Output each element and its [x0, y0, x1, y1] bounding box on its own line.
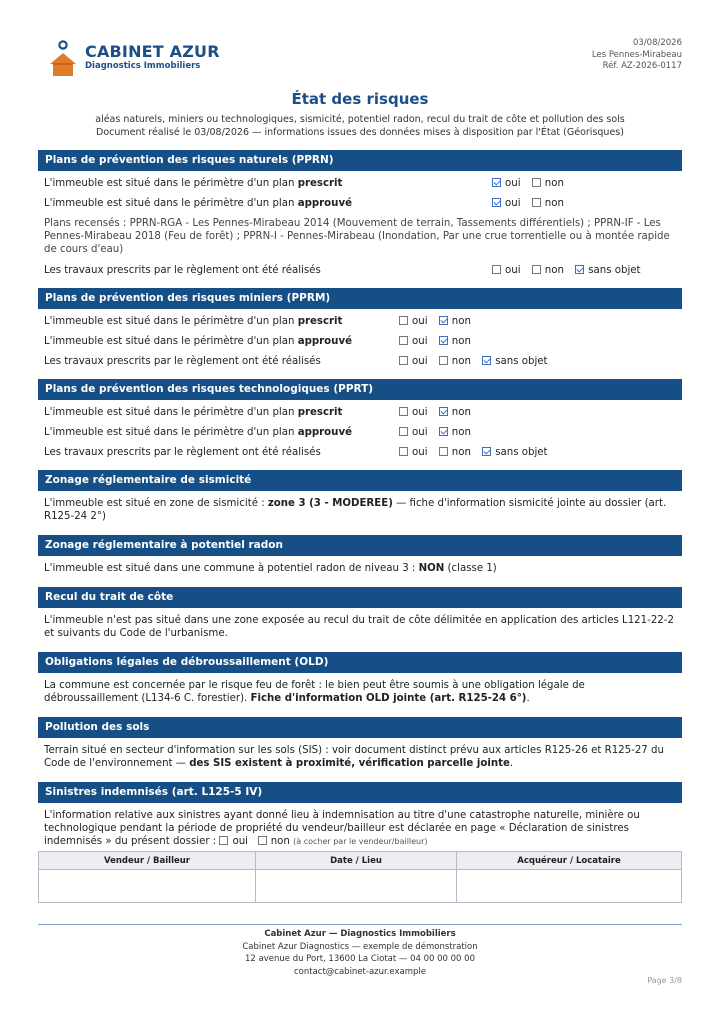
option-label: non — [451, 316, 471, 327]
checkbox-oui-checked[interactable] — [492, 198, 501, 207]
checkbox-sans-objet-checked[interactable] — [575, 265, 584, 274]
row-label-bold: approuvé — [297, 198, 352, 209]
checkbox-sinistres-non[interactable] — [258, 836, 267, 845]
pprt-prescrit-row — [38, 403, 682, 423]
option-label: non — [451, 356, 471, 367]
row-label-bold: approuvé — [297, 427, 352, 438]
option-label: sans objet — [588, 265, 641, 276]
row-label: L'immeuble est situé dans le périmètre d'un plan — [44, 427, 298, 438]
section-pollution — [38, 717, 682, 775]
option-label: non — [544, 265, 564, 276]
row-label: L'immeuble est situé dans le périmètre d'un plan — [44, 316, 298, 327]
pprt-approuve-options — [399, 423, 479, 443]
pollution-bold-text: des SIS existent à proximité, vérification parcelle jointe — [189, 758, 510, 769]
checkbox-non[interactable] — [532, 178, 541, 187]
old-bold-text: Fiche d'information OLD jointe (art. R125-24 6°) — [250, 693, 527, 704]
text-part: — fiche d'information sismicité jointe au dossier (art. R125-24 2°) — [44, 498, 667, 522]
checkbox-oui[interactable] — [492, 265, 501, 274]
page-number: Page 3/8 — [647, 976, 682, 985]
option-label: oui — [505, 265, 521, 276]
footer-note: Cabinet Azur Diagnostics — exemple de démonstration — [242, 941, 478, 952]
sinistres-note: (à cocher par le vendeur/bailleur) — [293, 837, 428, 846]
footer-address: 12 avenue du Port, 13600 La Ciotat — 04 00 00 00 00 — [245, 954, 475, 964]
row-label: L'immeuble est situé dans le périmètre d'un plan — [44, 407, 298, 418]
option-label: non — [451, 447, 471, 458]
section-sinistres — [38, 782, 682, 853]
checkbox-oui-checked[interactable] — [492, 178, 501, 187]
checkbox-sinistres-oui[interactable] — [219, 836, 228, 845]
text-part: La commune est concernée par le risque feu de forêt : le bien peut être soumis à une obligation légale de débroussaillement (L134-6 C. forestier). — [44, 680, 585, 704]
section-heading: Plans de prévention des risques technologiques (PPRT) — [38, 379, 682, 400]
radon-text — [38, 559, 682, 580]
section-pprn — [38, 150, 682, 281]
pprn-travaux-row — [38, 261, 682, 281]
row-label: Les travaux prescrits par le règlement ont été réalisés — [44, 265, 321, 276]
footer-company: Cabinet Azur — Diagnostics Immobiliers — [264, 929, 456, 939]
option-label: oui — [412, 427, 428, 438]
radon-value: NON — [418, 563, 445, 574]
brand-subtitle: Diagnostics Immobiliers — [85, 61, 201, 71]
pprn-approuve-row — [38, 194, 682, 214]
checkbox-non-checked[interactable] — [439, 407, 448, 416]
page-footer — [0, 928, 720, 978]
option-label: oui — [505, 198, 521, 209]
checkbox-non[interactable] — [532, 198, 541, 207]
option-label: non — [451, 336, 471, 347]
footer-divider — [38, 924, 682, 925]
text-part: Terrain situé en secteur d'information sur les sols (SIS) : voir document distinct prévu aux articles R125-26 et R125-27 du Code de l'environnement — — [44, 745, 664, 769]
signature-table — [38, 851, 682, 903]
text-part: . — [509, 758, 514, 769]
option-label: oui — [412, 447, 428, 458]
pprn-approuve-options — [492, 194, 572, 214]
pprt-travaux-options — [399, 443, 556, 463]
pprt-travaux-row — [38, 443, 682, 463]
section-pprt — [38, 379, 682, 463]
text-part: (classe 1) — [444, 563, 497, 574]
text-part: L'immeuble est situé dans une commune à potentiel radon de niveau 3 : — [44, 563, 419, 574]
option-label: oui — [505, 178, 521, 189]
pprn-plans-list: Plans recensés : PPRN-RGA - Les Pennes-Mirabeau 2014 (Mouvement de terrain, Tassements différentiels) ; PPRN-IF - Les Pennes-Mirabeau 2018 (Feu de forêt) ; PPRN-I - Pennes-Mirabeau (Inondation, Par une crue torrentielle ou à montée rapide de cours d'eau) — [44, 218, 670, 255]
section-heading: Zonage réglementaire de sismicité — [38, 470, 682, 491]
section-radon — [38, 535, 682, 580]
checkbox-oui[interactable] — [399, 356, 408, 365]
page-title: État des risques — [291, 90, 429, 108]
checkbox-oui[interactable] — [399, 427, 408, 436]
row-label: Les travaux prescrits par le règlement ont été réalisés — [44, 447, 321, 458]
checkbox-non[interactable] — [439, 356, 448, 365]
subtitle-line-1: aléas naturels, miniers ou technologiques, sismicité, potentiel radon, recul du trait de côte et pollution des sols — [95, 114, 625, 125]
signature-cell-acquereur[interactable] — [457, 870, 682, 903]
pprn-prescrit-row — [38, 174, 682, 194]
row-label-bold: prescrit — [297, 178, 343, 189]
old-text — [38, 676, 682, 710]
brand-name: CABINET AZUR — [85, 42, 220, 61]
house-logo-icon — [48, 40, 78, 78]
option-label: sans objet — [495, 447, 548, 458]
text-part: . — [526, 693, 530, 704]
section-pprm — [38, 288, 682, 372]
subtitle-line-2: Document réalisé le 03/08/2026 — informations issues des données mises à disposition par l'État (Géorisques) — [96, 127, 624, 138]
section-heading: Obligations légales de débroussaillement (OLD) — [38, 652, 682, 673]
checkbox-sans-objet-checked[interactable] — [482, 356, 491, 365]
document-header — [38, 38, 682, 86]
checkbox-oui[interactable] — [399, 316, 408, 325]
checkbox-non-checked[interactable] — [439, 336, 448, 345]
pprn-prescrit-options — [492, 174, 572, 194]
row-label: L'immeuble est situé dans le périmètre d'un plan — [44, 336, 298, 347]
document-meta — [592, 38, 682, 73]
section-recul-trait-cote — [38, 587, 682, 645]
pprm-travaux-row — [38, 352, 682, 372]
document-city: Les Pennes-Mirabeau — [591, 49, 682, 60]
option-label: non — [451, 427, 471, 438]
section-heading: Recul du trait de côte — [38, 587, 682, 608]
section-heading: Plans de prévention des risques miniers (PPRM) — [38, 288, 682, 309]
recul-text: L'immeuble n'est pas situé dans une zone exposée au recul du trait de côte délimitée en application des articles L121-22-2 et suivants du Code de l'urbanisme. — [44, 615, 674, 639]
risk-sections — [38, 150, 682, 860]
option-label: oui — [412, 356, 428, 367]
option-label: oui — [412, 316, 428, 327]
checkbox-non-checked[interactable] — [439, 427, 448, 436]
signature-col-date: Date / Lieu — [256, 852, 457, 870]
checkbox-sans-objet-checked[interactable] — [482, 447, 491, 456]
checkbox-non[interactable] — [532, 265, 541, 274]
checkbox-oui[interactable] — [399, 447, 408, 456]
option-label: oui — [412, 407, 428, 418]
signature-col-vendeur: Vendeur / Bailleur — [39, 852, 256, 870]
pprm-prescrit-options — [399, 312, 479, 332]
signature-cell-date[interactable] — [256, 870, 457, 903]
pprm-travaux-options — [399, 352, 556, 372]
row-label: L'immeuble est situé dans le périmètre d'un plan — [44, 198, 298, 209]
row-label-bold: prescrit — [297, 316, 343, 327]
pprm-approuve-options — [399, 332, 479, 352]
text-part: L'immeuble est situé en zone de sismicité : — [44, 498, 268, 509]
checkbox-non[interactable] — [439, 447, 448, 456]
row-label-bold: approuvé — [297, 336, 352, 347]
option-label: non — [544, 178, 564, 189]
checkbox-non-checked[interactable] — [439, 316, 448, 325]
row-label: L'immeuble est situé dans le périmètre d'un plan — [44, 178, 298, 189]
option-label: non — [451, 407, 471, 418]
section-sismicite — [38, 470, 682, 528]
option-label: non — [270, 836, 290, 847]
pollution-text — [38, 741, 682, 775]
sismicite-text — [38, 494, 682, 528]
signature-cell-vendeur[interactable] — [39, 870, 256, 903]
row-label: Les travaux prescrits par le règlement ont été réalisés — [44, 356, 321, 367]
option-label: oui — [232, 836, 248, 847]
signature-col-acquereur: Acquéreur / Locataire — [457, 852, 682, 870]
pprt-prescrit-options — [399, 403, 479, 423]
section-heading: Plans de prévention des risques naturels (PPRN) — [38, 150, 682, 171]
row-label-bold: prescrit — [297, 407, 343, 418]
checkbox-oui[interactable] — [399, 407, 408, 416]
pprm-prescrit-row — [38, 312, 682, 332]
checkbox-oui[interactable] — [399, 336, 408, 345]
page-subtitle — [0, 113, 720, 139]
section-heading: Pollution des sols — [38, 717, 682, 738]
pprn-travaux-options — [492, 261, 649, 281]
document-reference: Réf. AZ-2026-0117 — [602, 61, 682, 71]
option-label: non — [544, 198, 564, 209]
section-heading: Sinistres indemnisés (art. L125-5 IV) — [38, 782, 682, 803]
sismicite-zone: zone 3 (3 - MODEREE) — [267, 498, 393, 509]
sinistres-text — [38, 806, 682, 853]
text-part: L'information relative aux sinistres ayant donné lieu à indemnisation au titre d'une catastrophe naturelle, minière ou technologique pendant la période de propriété du vendeur/bailleur est déclarée en page « Déclaration de sinistres indemnisés » du présent dossier : — [44, 810, 640, 847]
pprt-approuve-row — [38, 423, 682, 443]
pprm-approuve-row — [38, 332, 682, 352]
footer-email: contact@cabinet-azur.example — [293, 966, 427, 977]
section-old — [38, 652, 682, 710]
section-heading: Zonage réglementaire à potentiel radon — [38, 535, 682, 556]
option-label: oui — [412, 336, 428, 347]
document-date: 03/08/2026 — [633, 38, 682, 48]
option-label: sans objet — [495, 356, 548, 367]
